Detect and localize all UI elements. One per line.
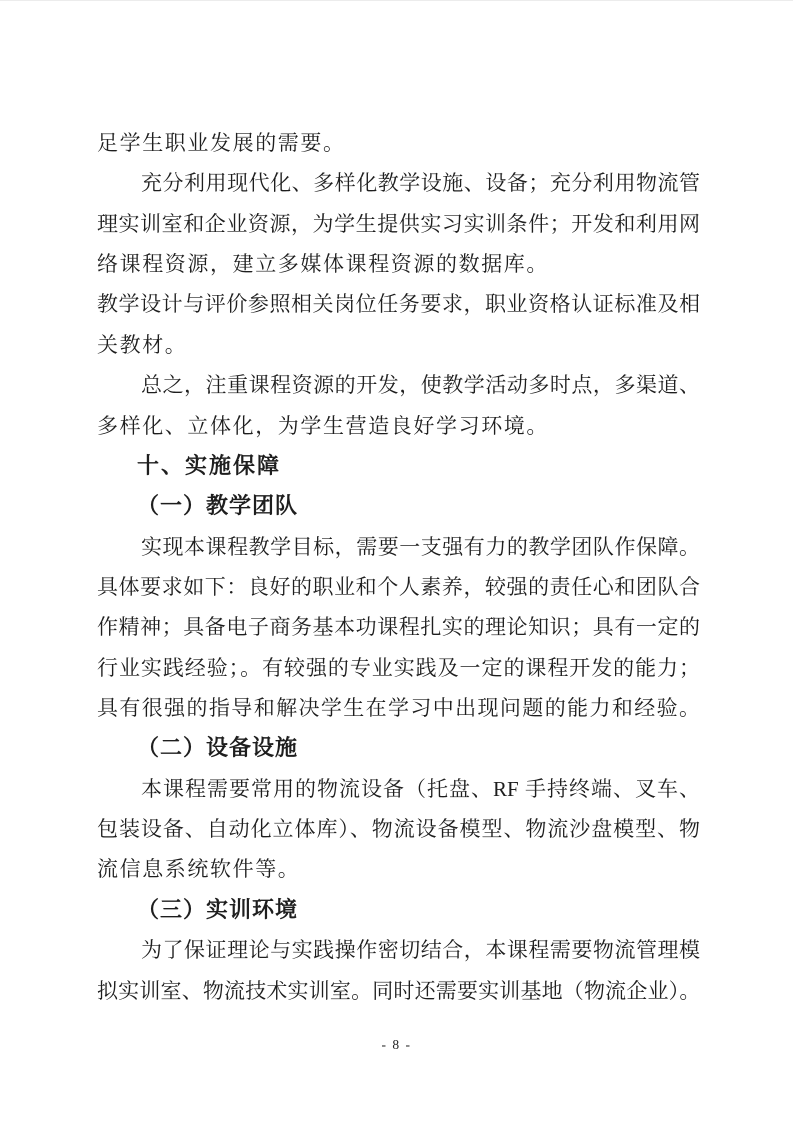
body-line: 足学生职业发展的需要。 <box>97 131 346 155</box>
body-line: 络课程资源，建立多媒体课程资源的数据库。 <box>97 252 549 277</box>
body-line: 行业实践经验；。有较强的专业实践及一定的课程开发的能力； <box>97 655 700 680</box>
body-line: 为了保证理论与实践操作密切结合，本课程需要物流管理模 <box>141 938 700 963</box>
body-line: 教学设计与评价参照相关岗位任务要求，职业资格认证标准及相 <box>97 292 700 317</box>
body-line: 多样化、立体化，为学生营造良好学习环境。 <box>97 413 549 438</box>
page-number: - 8 - <box>381 1037 412 1052</box>
body-line: 具有很强的指导和解决学生在学习中出现问题的能力和经验。 <box>97 696 700 721</box>
subsection-heading: （二）设备设施 <box>137 735 299 761</box>
body-line: 实现本课程教学目标，需要一支强有力的教学团队作保障。 <box>141 534 700 559</box>
page-body <box>97 123 700 1011</box>
body-line: 关教材。 <box>97 332 188 357</box>
body-line: 总之，注重课程资源的开发，使教学活动多时点，多渠道、 <box>141 373 700 398</box>
section-heading: 十、实施保障 <box>137 452 282 478</box>
body-line: 充分利用现代化、多样化教学设施、设备；充分利用物流管 <box>141 171 700 196</box>
subsection-heading: （三）实训环境 <box>137 896 299 922</box>
body-line: 具体要求如下：良好的职业和个人素养，较强的责任心和团队合 <box>97 574 700 599</box>
page-footer <box>0 1037 793 1053</box>
subsection-heading: （一）教学团队 <box>137 493 299 519</box>
body-line: 流信息系统软件等。 <box>97 857 301 882</box>
body-line: 包装设备、自动化立体库）、物流设备模型、物流沙盘模型、物 <box>97 817 700 842</box>
body-line: 理实训室和企业资源，为学生提供实习实训条件；开发和利用网 <box>97 211 700 236</box>
body-line: 作精神；具备电子商务基本功课程扎实的理论知识；具有一定的 <box>97 615 700 640</box>
body-line: 拟实训室、物流技术实训室。同时还需要实训基地（物流企业）。 <box>97 978 700 1003</box>
body-line: 本课程需要常用的物流设备（托盘、RF 手持终端、叉车、 <box>141 776 700 801</box>
